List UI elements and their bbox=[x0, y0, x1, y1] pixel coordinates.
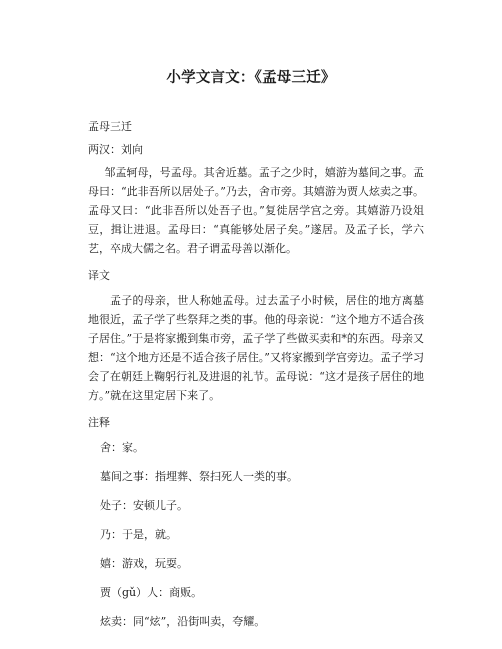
note-item: 墓间之事：指埋葬、祭扫死人一类的事。 bbox=[100, 470, 298, 483]
notes-list bbox=[88, 438, 424, 631]
translation-paragraph: 孟子的母亲，世人称她孟母。过去孟子小时候，居住的地方离墓地很近，孟子学了些祭拜之类的事。他的母亲说：“这个地方不适合孩子居住。”于是将家搬到集市旁，孟子学了些做买卖和*的东西。母亲又想：“这个地方还是不适合孩子居住。”又将家搬到学宫旁边。孟子学习会了在朝廷上鞠躬行礼及进退的礼节。孟母说：“这才是孩子居住的地方。”就在这里定居下来了。 bbox=[88, 294, 424, 402]
translation-label: 译文 bbox=[88, 269, 110, 282]
note-item: 处子：安顿儿子。 bbox=[100, 499, 188, 512]
document-title: 小学文言文：《孟母三迁》 bbox=[166, 70, 336, 86]
note-item: 舍：家。 bbox=[100, 441, 144, 454]
document-body bbox=[88, 117, 424, 641]
original-text-paragraph: 邹孟轲母，号孟母。其舍近墓。孟子之少时，嬉游为墓间之事。孟母曰：“此非吾所以居处子。”乃去，舍市旁。其嬉游为贾人炫卖之事。孟母又曰：“此非吾所以处吾子也。”复徙居学宫之旁。其嬉游乃设俎豆，揖让进退。孟母曰：“真能够处居子矣。”遂居。及孟子长，学六艺，卒成大儒之名。君子谓孟母善以渐化。 bbox=[88, 166, 424, 255]
source-title: 孟母三迁 bbox=[88, 120, 132, 133]
author-line: 两汉：刘向 bbox=[88, 143, 143, 156]
note-item: 乃：于是，就。 bbox=[100, 528, 177, 541]
note-item: 嬉：游戏，玩耍。 bbox=[100, 557, 188, 570]
notes-label: 注释 bbox=[88, 416, 110, 429]
note-item: 贾（gǔ）人：商贩。 bbox=[100, 586, 203, 599]
note-item: 炫卖：同“炫”，沿街叫卖，夸耀。 bbox=[100, 615, 266, 628]
